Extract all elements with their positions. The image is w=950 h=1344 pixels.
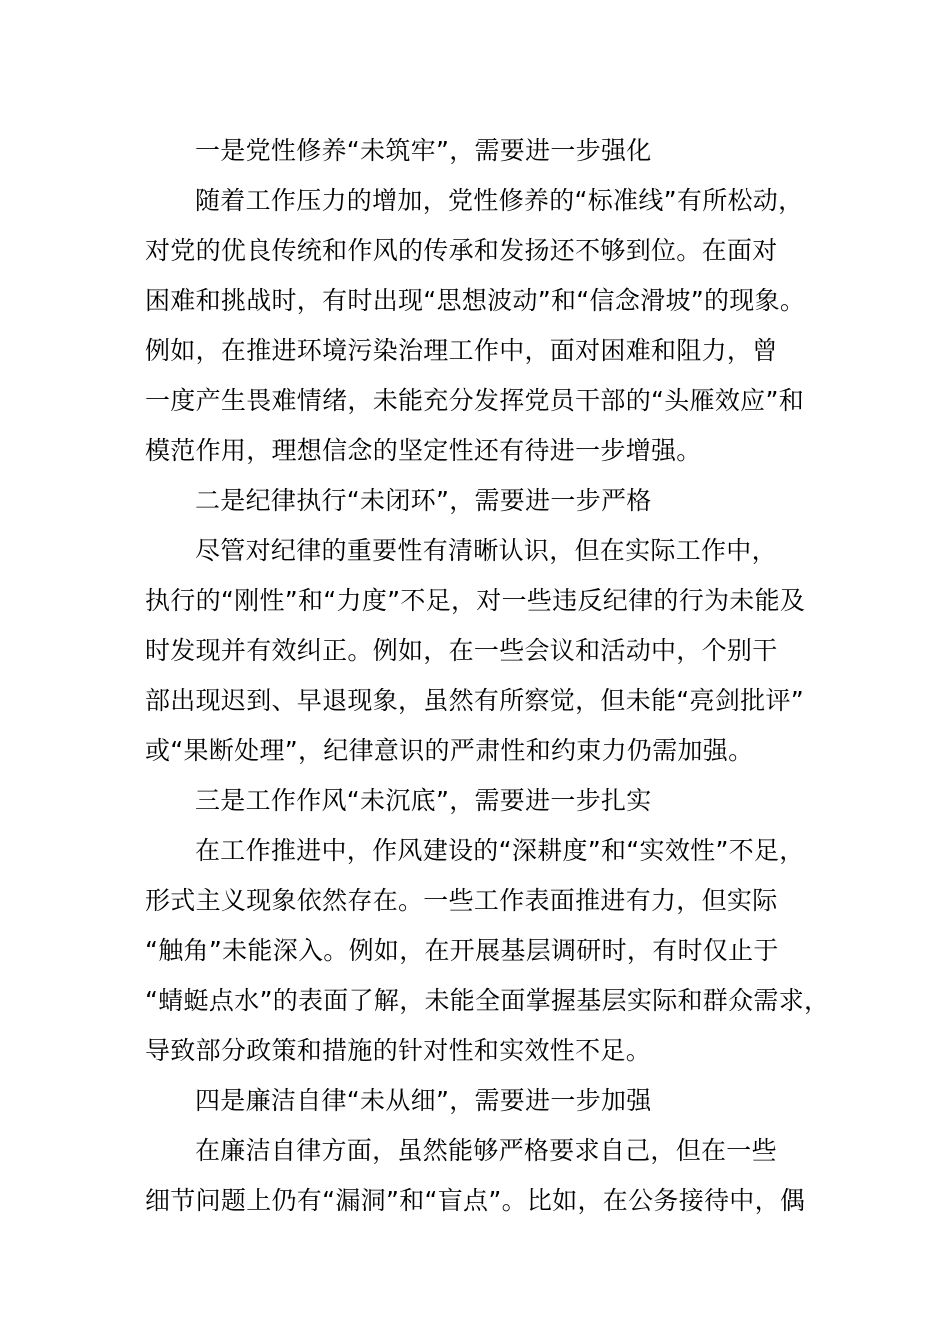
paragraph-line: 部出现迟到、早退现象，虽然有所察觉，但未能“亮剑批评” <box>145 686 805 715</box>
heading-4: 四是廉洁自律“未从细”，需要进一步加强 <box>195 1086 652 1115</box>
paragraph-line: 例如，在推进环境污染治理工作中，面对困难和阻力，曾 <box>145 336 778 365</box>
paragraph-line: 形式主义现象依然存在。一些工作表面推进有力，但实际 <box>145 886 778 915</box>
paragraph-line: 时发现并有效纠正。例如，在一些会议和活动中，个别干 <box>145 636 778 665</box>
paragraph-line: 在工作推进中，作风建设的“深耕度”和“实效性”不足， <box>195 836 805 865</box>
heading-1: 一是党性修养“未筑牢”，需要进一步强化 <box>195 136 652 165</box>
paragraph-line: “蜻蜓点水”的表面了解，未能全面掌握基层实际和群众需求， <box>145 986 830 1015</box>
paragraph-line: 导致部分政策和措施的针对性和实效性不足。 <box>145 1036 652 1065</box>
paragraph-line: 模范作用，理想信念的坚定性还有待进一步增强。 <box>145 436 702 465</box>
paragraph-line: 对党的优良传统和作风的传承和发扬还不够到位。在面对 <box>145 236 778 265</box>
paragraph-line: 困难和挑战时，有时出现“思想波动”和“信念滑坡”的现象。 <box>145 286 806 315</box>
paragraph-line: “触角”未能深入。例如，在开展基层调研时，有时仅止于 <box>145 936 779 965</box>
paragraph-line: 随着工作压力的增加，党性修养的“标准线”有所松动， <box>195 186 804 215</box>
paragraph-line: 尽管对纪律的重要性有清晰认识，但在实际工作中， <box>195 536 777 565</box>
paragraph-line: 一度产生畏难情绪，未能充分发挥党员干部的“头雁效应”和 <box>145 386 805 415</box>
paragraph-line: 细节问题上仍有“漏洞”和“盲点”。比如，在公务接待中，偶 <box>145 1186 806 1215</box>
paragraph-line: 执行的“刚性”和“力度”不足，对一些违反纪律的行为未能及 <box>145 586 806 615</box>
heading-2: 二是纪律执行“未闭环”，需要进一步严格 <box>195 486 652 515</box>
paragraph-line: 在廉洁自律方面，虽然能够严格要求自己，但在一些 <box>195 1136 777 1165</box>
heading-3: 三是工作作风“未沉底”，需要进一步扎实 <box>195 786 652 815</box>
paragraph-line: 或“果断处理”，纪律意识的严肃性和约束力仍需加强。 <box>145 736 754 765</box>
